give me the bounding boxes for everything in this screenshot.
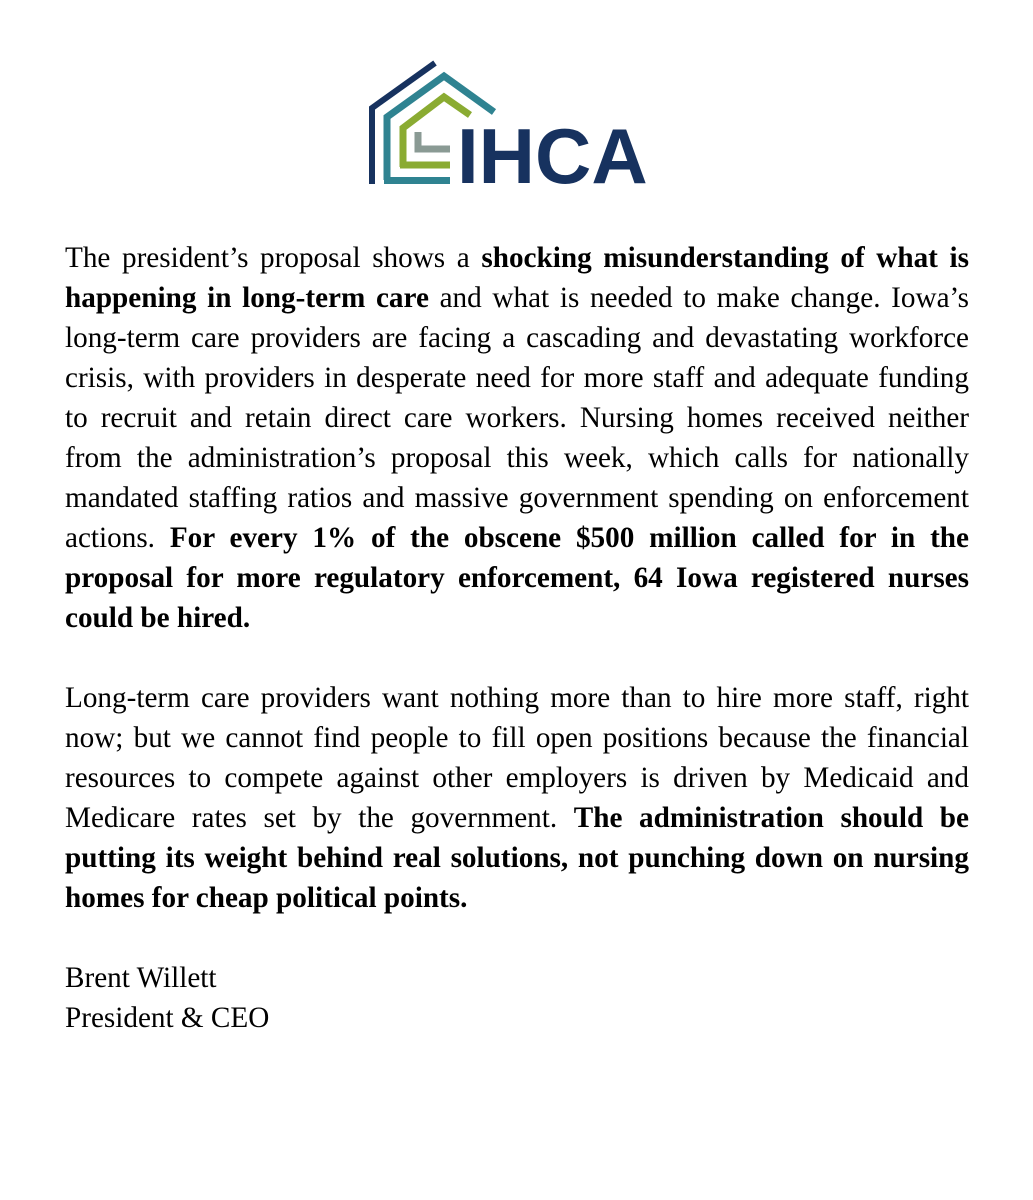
paragraph-2 [65, 678, 969, 918]
statement [65, 238, 969, 1038]
house-logo-icon [360, 55, 670, 190]
bold-text: For every 1% of the obscene $500 million called for in the proposal for more regulatory enforcement, 64 Iowa registered nurses could be hired. [65, 522, 969, 634]
signature [65, 958, 969, 1038]
body-text: and what is needed to make change. Iowa’s long-term care providers are facing a cascading and devastating workforce crisis, with providers in desperate need for more staff and adequate funding to recruit and retain direct care workers. Nursing homes received neither from the administration’s proposal this week, which calls for nationally mandated staffing ratios and massive government spending on enforcement actions. [65, 282, 969, 554]
paragraph-1 [65, 238, 969, 638]
bold-text: The administration should be putting its weight behind real solutions, not punching down on nursing homes for cheap political points. [65, 802, 969, 914]
ihca-logo [360, 55, 670, 190]
signatory-name: Brent Willett [65, 962, 217, 994]
signatory-title: President & CEO [65, 1002, 270, 1034]
body-text: Long-term care providers want nothing more than to hire more staff, right now; but we cannot find people to fill open positions because the financial resources to compete against other employers is driven by Medicaid and Medicare rates set by the government. [65, 682, 969, 834]
bold-text: shocking misunderstanding of what is happening in long-term care [65, 242, 969, 314]
body-text: The president’s proposal shows a [65, 242, 482, 274]
svg-text:IHCA: IHCA [457, 112, 648, 190]
